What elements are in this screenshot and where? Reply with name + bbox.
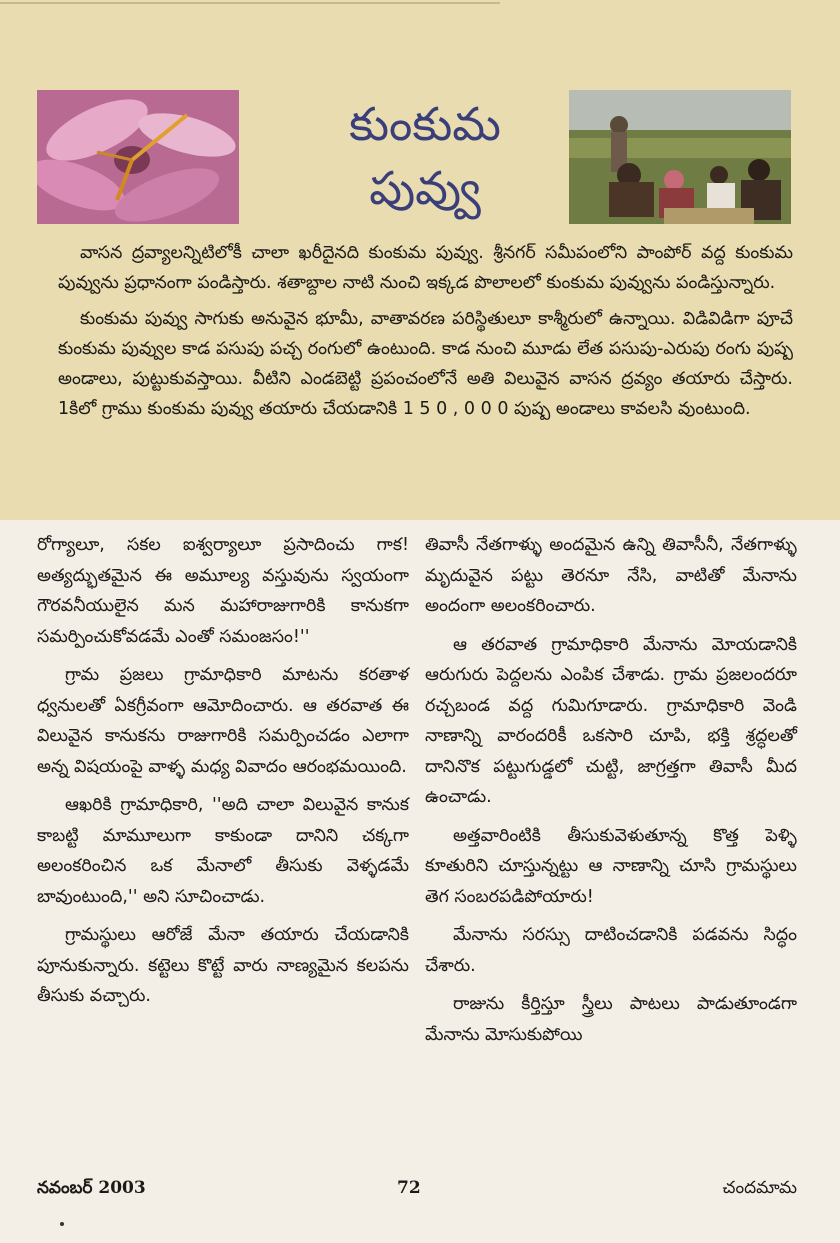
story-paragraph: రాజును కీర్తిస్తూ స్త్రీలు పాటలు పాడుతూండగా మేనాను మోసుకుపోయి (425, 994, 797, 1045)
page-footer (37, 1178, 797, 1208)
story-paragraph: గ్రామ ప్రజలు గ్రామాధికారి మాటను కరతాళ ధ్వనులతో ఏకగ్రీవంగా ఆమోదించారు. ఆ తరవాత ఈ విలువైన కానుకను రాజుగారికి సమర్పించడం ఎలాగా అన్న విషయంపై వాళ్ళ మధ్య వివాదం ఆరంభమయింది. (37, 665, 409, 777)
saffron-field-photo (569, 90, 791, 224)
intro-paragraph: కుంకుమ పువ్వు సాగుకు అనువైన భూమీ, వాతావరణ పరిస్థితులూ కాశ్మీరులో ఉన్నాయి. విడివిడిగా పూచే కుంకుమ పువ్వుల కాడ పసుపు పచ్చ రంగులో ఉంటుంది. కాడ నుంచి మూడు లేత పసుపు-ఎరుపు రంగు పుష్ప అండాలు, పుట్టుకువస్తాయి. వీటిని ఎండబెట్టి ప్రపంచంలోనే అతి విలువైన వాసన ద్రవ్యం తయారు చేస్తారు. 1కిలో గ్రాము కుంకుమ పువ్వు తయారు చేయడానికి 1 5 0 , 0 0 0 పుష్ప అండాలు కావలసి వుంటుంది. (58, 309, 793, 419)
intro-paragraph: వాసన ద్రవ్యాలన్నిటిలోకీ చాలా ఖరీదైనది కుంకుమ పువ్వు. శ్రీనగర్ సమీపంలోని పాంపోర్ వద్ద కుంకుమ పువ్వును ప్రధానంగా పండిస్తారు. శతాబ్దాల నాటి నుంచి ఇక్కడ పొలాలలో కుంకుమ పువ్వును పండిస్తున్నారు. (58, 243, 793, 293)
title-line-2: పువ్వు (369, 161, 481, 215)
story-paragraph: గ్రామస్థులు ఆరోజే మేనా తయారు చేయడానికి పూనుకున్నారు. కట్టెలు కొట్టే వారు నాణ్యమైన కలపను తీసుకు వచ్చారు. (37, 925, 409, 1006)
article-title (300, 92, 550, 220)
story-column-right (425, 530, 797, 1058)
story-paragraph: రోగ్యాలూ, సకల ఐశ్వర్యాలూ ప్రసాదించు గాక! అత్యద్భుతమైన ఈ అమూల్య వస్తువును స్వయంగా గౌరవనీయులైన మన మహారాజుగారికి కానుకగా సమర్పించుకోవడమే ఎంతో సమంజసం!'' (37, 535, 409, 647)
page-number: 72 (397, 1178, 421, 1198)
issue-date: నవంబర్ 2003 (37, 1178, 146, 1198)
saffron-flower-photo (37, 90, 239, 224)
print-speck (60, 1222, 64, 1226)
title-line-1: కుంకుమ (349, 97, 501, 151)
top-rule (0, 2, 500, 4)
intro-text (58, 238, 793, 424)
magazine-name: చందమామ (722, 1178, 797, 1198)
saffron-feature-box (0, 0, 840, 520)
story-paragraph: అత్తవారింటికి తీసుకువెళుతూన్న కొత్త పెళ్ళి కూతురిని చూస్తున్నట్టు ఆ నాణాన్ని చూసి గ్రామస్థులు తెగ సంబరపడిపోయారు! (425, 825, 797, 907)
story-column-left (37, 530, 409, 1020)
story-paragraph: మేనాను సరస్సు దాటించడానికి పడవను సిద్ధం చేశారు. (425, 925, 797, 976)
story-paragraph: తివాసీ నేతగాళ్ళు అందమైన ఉన్ని తివాసీనీ, నేతగాళ్ళు మృదువైన పట్టు తెరనూ నేసి, వాటితో మేనాను అందంగా అలంకరించారు. (425, 535, 797, 616)
story-paragraph: ఆ తరవాత గ్రామాధికారి మేనాను మోయడానికి ఆరుగురు పెద్దలను ఎంపిక చేశాడు. గ్రామ ప్రజలందరూ రచ్చబండ వద్ద గుమిగూడారు. గ్రామాధికారి వెండి నాణాన్ని వారందరికీ ఒకసారి చూపి, భక్తి శ్రద్ధలతో దానినొక పట్టుగుడ్డలో చుట్టి, జాగ్రత్తగా తివాసీ మీద ఉంచాడు. (425, 634, 797, 807)
story-paragraph: ఆఖరికి గ్రామాధికారి, ''అది చాలా విలువైన కానుక కాబట్టి మామూలుగా కాకుండా దానిని చక్కగా అలంకరించిన ఒక మేనాలో తీసుకు వెళ్ళడమే బావుంటుంది,'' అని సూచించాడు. (37, 795, 409, 907)
